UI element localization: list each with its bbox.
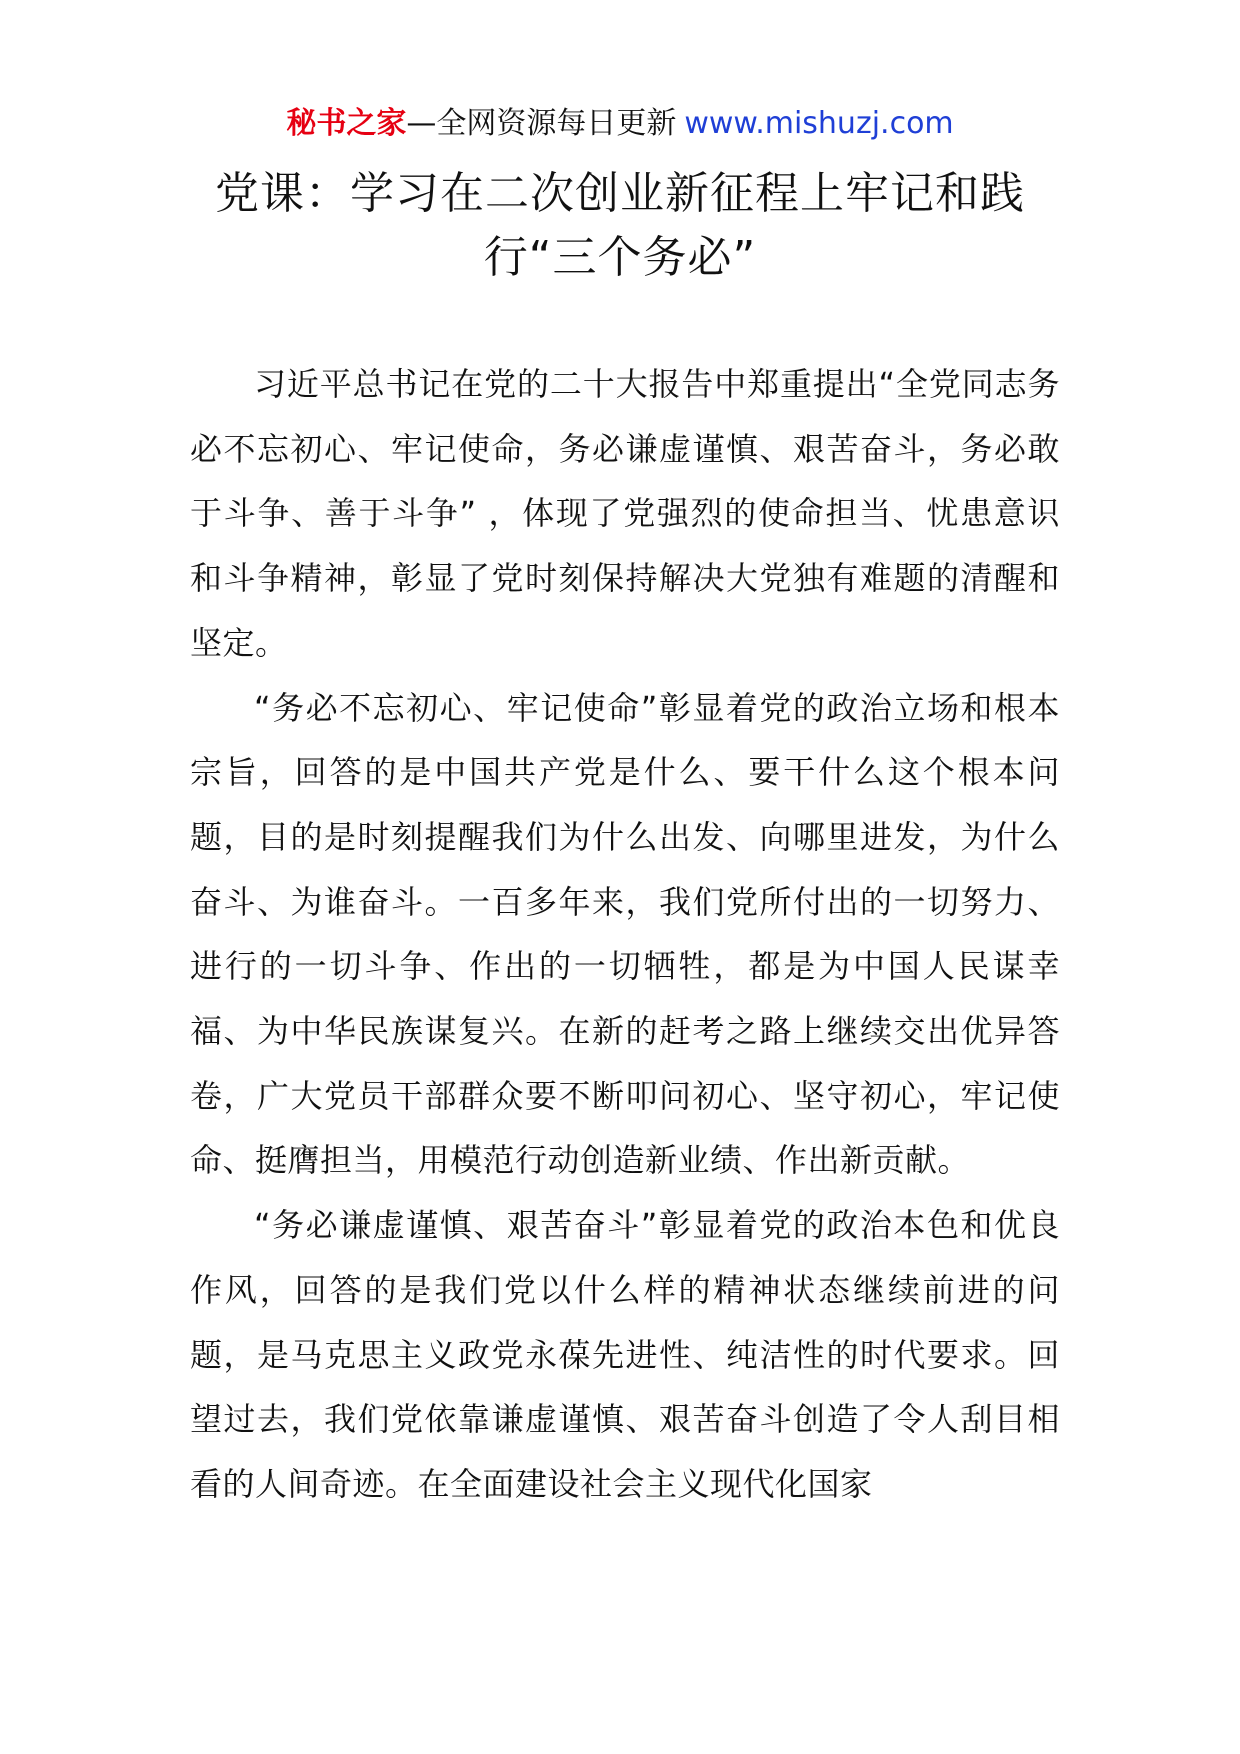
site-brand: 秘书之家 — [286, 106, 407, 141]
document-title-line-2: 行“三个务必” — [483, 232, 757, 283]
body-paragraph-3: “务必谦虚谨慎、艰苦奋斗”彰显着党的政治本色和优良作风，回答的是我们党以什么样的精神状态继续前进的问题，是马克思主义政党永葆先进性、纯洁性的时代要求。回望过去，我们党依靠谦虚谨慎、艰苦奋斗创造了令人刮目相看的人间奇迹。在全面建设社会主义现代化国家 — [190, 1206, 1060, 1503]
site-url[interactable]: www.mishuzj.com — [684, 106, 954, 141]
site-header — [0, 104, 1240, 144]
document-title-line-1: 党课：学习在二次创业新征程上牢记和践 — [215, 168, 1025, 219]
document-title — [170, 162, 1070, 290]
body-paragraph-2: “务必不忘初心、牢记使命”彰显着党的政治立场和根本宗旨，回答的是中国共产党是什么、要干什么这个根本问题，目的是时刻提醒我们为什么出发、向哪里进发，为什么奋斗、为谁奋斗。一百多年来，我们党所付出的一切努力、进行的一切斗争、作出的一切牺牲，都是为中国人民谋幸福、为中华民族谋复兴。在新的赶考之路上继续交出优异答卷，广大党员干部群众要不断叩问初心、坚守初心，牢记使命、挺膺担当，用模范行动创造新业绩、作出新贡献。 — [190, 688, 1060, 1180]
document-body — [190, 352, 1060, 1517]
body-paragraph-1: 习近平总书记在党的二十大报告中郑重提出“全党同志务必不忘初心、牢记使命，务必谦虚谨慎、艰苦奋斗，务必敢于斗争、善于斗争” ，体现了党强烈的使命担当、忧患意识和斗争精神，彰显了党时刻保持解决大党独有难题的清醒和坚定。 — [190, 365, 1060, 662]
site-tagline: —全网资源每日更新 — [406, 106, 677, 141]
